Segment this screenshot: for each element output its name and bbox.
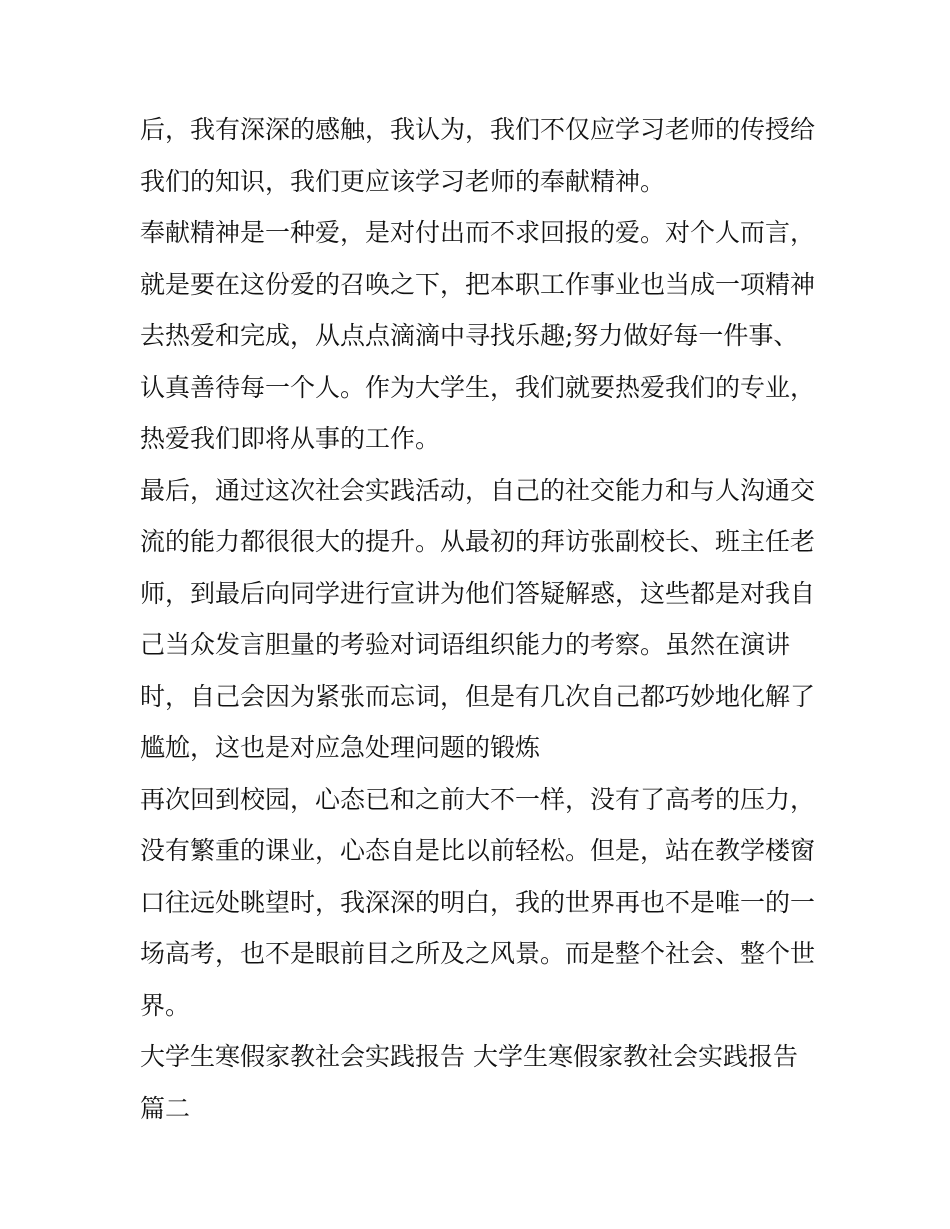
text-line: 最后，通过这次社会实践活动，自己的社交能力和与人沟通交 [140,475,816,505]
text-line: 没有繁重的课业，心态自是比以前轻松。但是，站在教学楼窗 [140,836,816,865]
text-line: 就是要在这份爱的召唤之下，把本职工作事业也当成一项精神 [140,269,816,299]
text-line: 尴尬，这也是对应急处理问题的锻炼 [140,733,541,762]
text-line: 时，自己会因为紧张而忘词，但是有几次自己都巧妙地化解了 [140,681,816,711]
text-line: 界。 [140,990,191,1020]
text-line: 奉献精神是一种爱，是对付出而不求回报的爱。对个人而言， [140,218,816,247]
text-line: 口往远处眺望时，我深深的明白，我的世界再也不是唯一的一 [140,887,816,917]
text-line: 己当众发言胆量的考验对词语组织能力的考察。虽然在演讲 [140,630,791,659]
section-title-line: 大学生寒假家教社会实践报告 大学生寒假家教社会实践报告 [140,1042,798,1071]
text-line: 我们的知识，我们更应该学习老师的奉献精神。 [140,166,666,196]
text-line: 热爱我们即将从事的工作。 [140,424,441,453]
text-line: 去热爱和完成，从点点滴滴中寻找乐趣;努力做好每一件事、 [140,321,799,350]
text-line: 再次回到校园，心态已和之前大不一样，没有了高考的压力， [140,784,816,814]
text-line: 认真善待每一个人。作为大学生，我们就要热爱我们的专业， [140,372,816,402]
text-line: 场高考，也不是眼前目之所及之风景。而是整个社会、整个世 [140,939,816,968]
document-body [140,104,820,1134]
section-title-line: 篇二 [140,1093,191,1123]
text-line: 后，我有深深的感触，我认为，我们不仅应学习老师的传授给 [140,115,816,144]
text-line: 流的能力都很很大的提升。从最初的拜访张副校长、班主任老 [140,527,816,556]
text-line: 师，到最后向同学进行宣讲为他们答疑解惑，这些都是对我自 [140,578,816,608]
